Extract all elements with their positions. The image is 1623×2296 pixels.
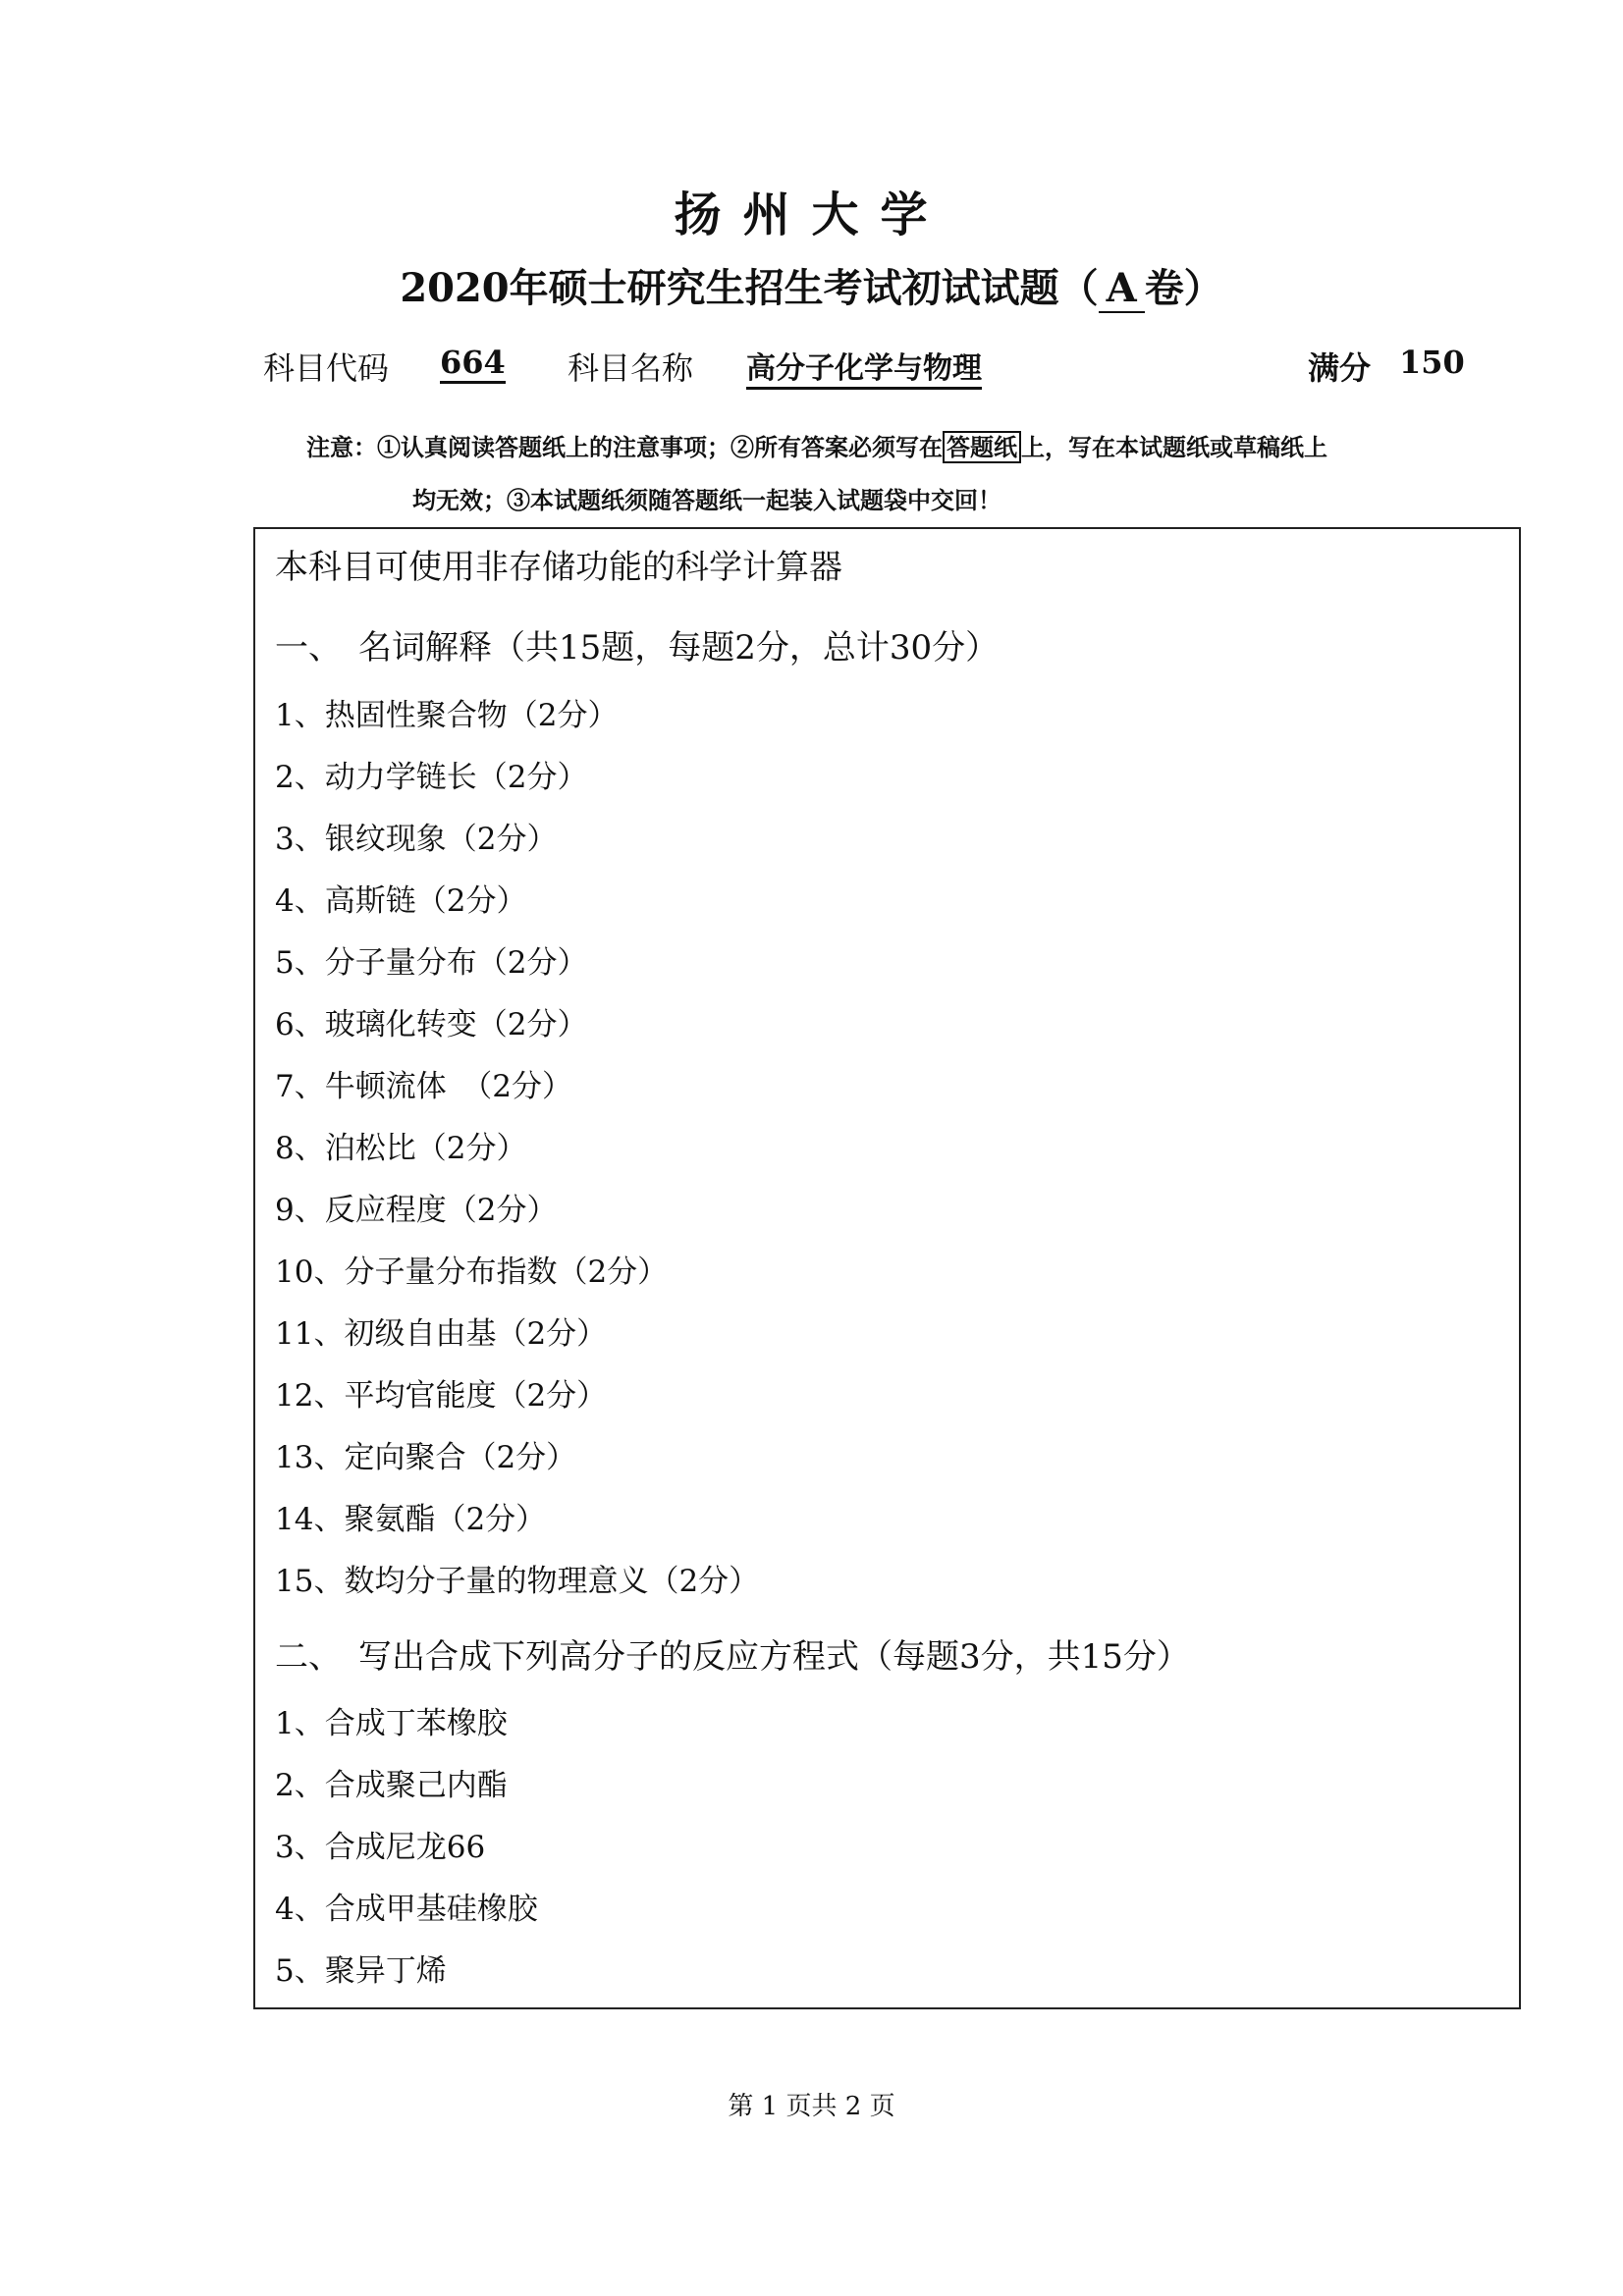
- exam-title-prefix: 2020年硕士研究生招生考试初试试题（: [400, 265, 1099, 311]
- question-item: 2、合成聚己内酯: [275, 1768, 508, 1803]
- question-item: 7、牛顿流体 （2分）: [275, 1069, 572, 1104]
- subject-name: 高分子化学与物理: [746, 344, 982, 390]
- subject-code: 664: [440, 344, 506, 384]
- question-item: 14、聚氨酯（2分）: [275, 1502, 547, 1537]
- question-item: 4、高斯链（2分）: [275, 883, 527, 919]
- question-item: 8、泊松比（2分）: [275, 1131, 527, 1166]
- subject-name-label: 科目名称: [568, 349, 694, 387]
- page-prefix: 第: [728, 2092, 754, 2121]
- section-2-title: 二、 写出合成下列高分子的反应方程式（每题3分，共15分）: [275, 1637, 1190, 1677]
- current-page: 1: [761, 2092, 779, 2121]
- page-suffix: 页: [869, 2092, 895, 2121]
- notice-text: 上，写在本试题纸或草稿纸上: [1021, 433, 1327, 461]
- question-item: 1、热固性聚合物（2分）: [275, 698, 619, 733]
- page-mid: 页共: [785, 2092, 838, 2121]
- question-item: 5、聚异丁烯: [275, 1953, 447, 1989]
- question-item: 3、银纹现象（2分）: [275, 822, 558, 857]
- page-number: [0, 2086, 1623, 2122]
- question-item: 12、平均官能度（2分）: [275, 1378, 608, 1414]
- question-item: 6、玻璃化转变（2分）: [275, 1007, 588, 1042]
- question-item: 1、合成丁苯橡胶: [275, 1706, 508, 1741]
- paper-version: A: [1099, 265, 1145, 313]
- notice-line-1: [306, 428, 1327, 462]
- total-pages: 2: [844, 2092, 862, 2121]
- question-item: 13、定向聚合（2分）: [275, 1440, 577, 1475]
- question-item: 4、合成甲基硅橡胶: [275, 1892, 538, 1927]
- question-item: 5、分子量分布（2分）: [275, 945, 588, 981]
- question-item: 15、数均分子量的物理意义（2分）: [275, 1564, 760, 1599]
- university-name: 扬州大学: [674, 187, 949, 242]
- question-item: 2、动力学链长（2分）: [275, 760, 588, 795]
- notice-text: ①认真阅读答题纸上的注意事项；②所有答案必须写在: [377, 433, 943, 461]
- exam-title-suffix: 卷）: [1144, 265, 1223, 311]
- answer-sheet-box: 答题纸: [943, 431, 1021, 463]
- full-score: 150: [1399, 344, 1465, 381]
- full-score-label: 满分: [1308, 349, 1372, 387]
- exam-title: [0, 257, 1623, 313]
- question-item: 9、反应程度（2分）: [275, 1193, 558, 1228]
- notice-label: 注意：: [306, 433, 377, 461]
- subject-code-label: 科目代码: [263, 349, 390, 387]
- calculator-note: 本科目可使用非存储功能的科学计算器: [275, 548, 842, 587]
- question-item: 10、分子量分布指数（2分）: [275, 1255, 669, 1290]
- question-item: 11、初级自由基（2分）: [275, 1316, 608, 1352]
- section-1-title: 一、 名词解释（共15题，每题2分，总计30分）: [275, 628, 1000, 667]
- question-item: 3、合成尼龙66: [275, 1830, 486, 1865]
- notice-line-2: 均无效；③本试题纸须随答题纸一起装入试题袋中交回！: [412, 486, 1001, 514]
